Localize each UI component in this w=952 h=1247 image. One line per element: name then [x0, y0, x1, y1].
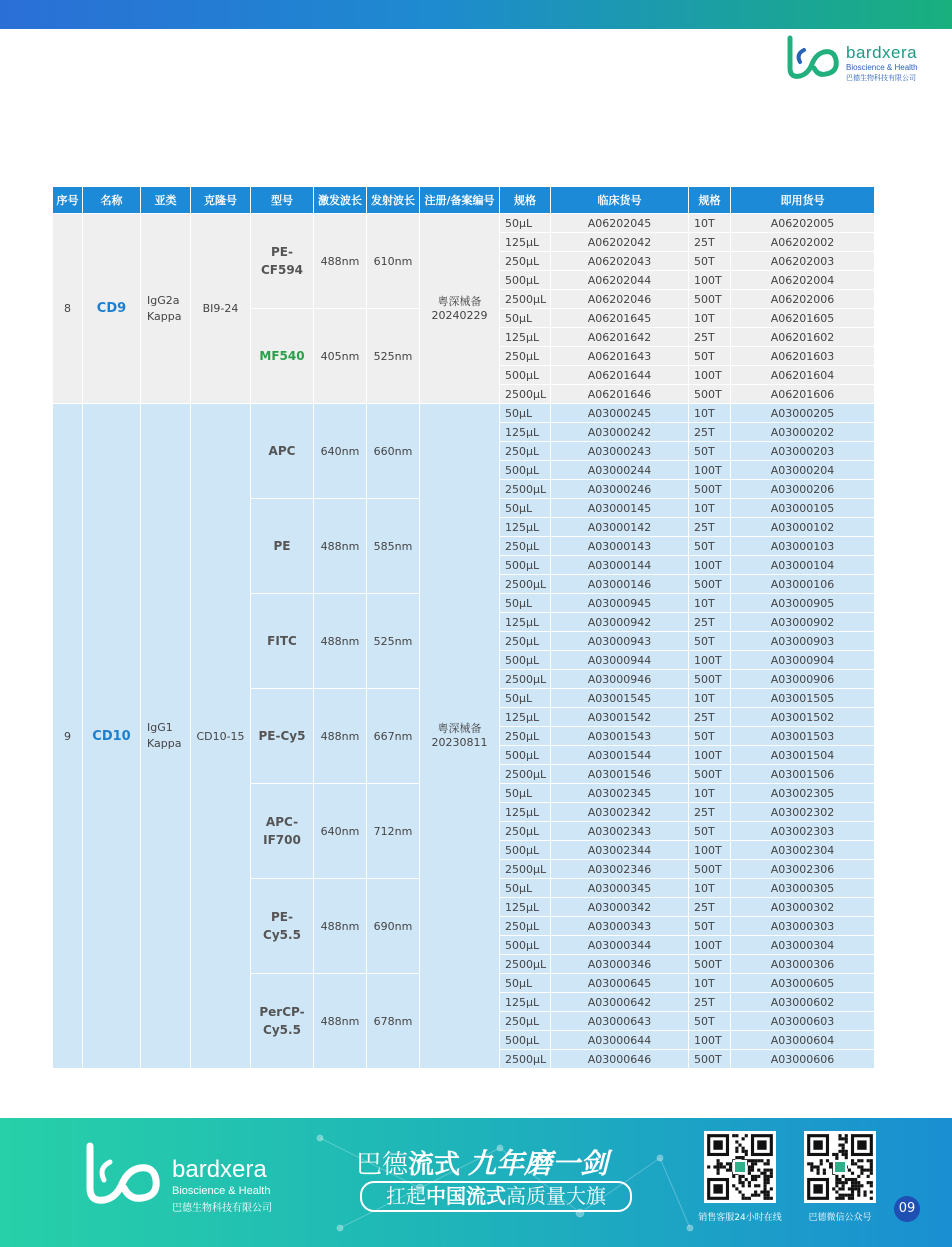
table-header-row — [53, 187, 875, 214]
ready-to-use-item-number: A06202005 — [731, 214, 875, 233]
spec-tests: 50T — [689, 537, 731, 556]
clinical-item-number: A03000245 — [551, 404, 689, 423]
emission-wavelength: 678nm — [367, 974, 420, 1069]
fluorochrome-line: Cy5.5 — [263, 928, 301, 942]
spec-tests: 100T — [689, 746, 731, 765]
ready-to-use-item-number: A03002302 — [731, 803, 875, 822]
fluorochrome-line: APC — [268, 444, 296, 458]
clinical-item-number: A06202043 — [551, 252, 689, 271]
spec-volume: 500μL — [500, 841, 551, 860]
fluorochrome-label — [251, 594, 314, 689]
fluorochrome-line: APC- — [265, 815, 299, 829]
clinical-item-number: A03000246 — [551, 480, 689, 499]
registration-line: 粤深械备 — [437, 294, 482, 308]
clinical-item-number: A03000343 — [551, 917, 689, 936]
ready-to-use-item-number: A03000605 — [731, 974, 875, 993]
product-number: 9 — [53, 404, 83, 1069]
spec-tests: 50T — [689, 442, 731, 461]
fluorochrome-line: CF594 — [260, 263, 304, 277]
spec-volume: 50μL — [500, 404, 551, 423]
clinical-item-number: A03002344 — [551, 841, 689, 860]
ready-to-use-item-number: A06201604 — [731, 366, 875, 385]
excitation-wavelength: 488nm — [314, 879, 367, 974]
product-clone: BI9-24 — [191, 214, 251, 404]
subclass-line: Kappa — [147, 309, 182, 323]
slogan-1a: 巴德 — [356, 1150, 409, 1180]
spec-tests: 10T — [689, 689, 731, 708]
clinical-item-number: A03000344 — [551, 936, 689, 955]
column-header: 激发波长 — [314, 187, 367, 214]
excitation-wavelength: 488nm — [314, 974, 367, 1069]
slogan-line-1 — [356, 1142, 608, 1182]
registration-number — [420, 404, 500, 1069]
ready-to-use-item-number: A06202006 — [731, 290, 875, 309]
spec-tests: 25T — [689, 993, 731, 1012]
brand-name: bardxera — [846, 43, 918, 62]
registration-line: 20230811 — [431, 736, 488, 749]
spec-tests: 25T — [689, 423, 731, 442]
ready-to-use-item-number: A06201606 — [731, 385, 875, 404]
excitation-wavelength: 488nm — [314, 499, 367, 594]
emission-wavelength: 712nm — [367, 784, 420, 879]
qr-label-wechat: 巴德微信公众号 — [808, 1213, 872, 1223]
spec-tests: 10T — [689, 309, 731, 328]
spec-volume: 125μL — [500, 613, 551, 632]
qr-code-icon — [804, 1131, 876, 1203]
clinical-item-number: A03002345 — [551, 784, 689, 803]
fluorochrome-label — [251, 214, 314, 309]
clinical-item-number: A06202042 — [551, 233, 689, 252]
subclass-line: IgG1 — [147, 721, 173, 734]
spec-tests: 500T — [689, 765, 731, 784]
column-header: 规格 — [500, 187, 551, 214]
ready-to-use-item-number: A06201603 — [731, 347, 875, 366]
ready-to-use-item-number: A03001505 — [731, 689, 875, 708]
product-name: CD9 — [83, 214, 141, 404]
fluorochrome-label — [251, 974, 314, 1069]
ready-to-use-item-number: A03001504 — [731, 746, 875, 765]
fluorochrome-line: PE — [273, 539, 291, 553]
spec-tests: 50T — [689, 252, 731, 271]
clinical-item-number: A03000644 — [551, 1031, 689, 1050]
spec-volume: 2500μL — [500, 860, 551, 879]
slogan-2c: 高质量大旗 — [506, 1184, 606, 1208]
ready-to-use-item-number: A03000206 — [731, 480, 875, 499]
spec-tests: 500T — [689, 670, 731, 689]
fluorochrome-line: PE- — [271, 245, 293, 259]
ready-to-use-item-number: A03000302 — [731, 898, 875, 917]
fluorochrome-label — [251, 499, 314, 594]
table-row — [53, 214, 875, 233]
top-gradient-bar — [0, 0, 952, 29]
spec-volume: 2500μL — [500, 385, 551, 404]
table-row — [53, 404, 875, 423]
column-header: 即用货号 — [731, 187, 875, 214]
spec-tests: 100T — [689, 651, 731, 670]
emission-wavelength: 525nm — [367, 309, 420, 404]
column-header: 克隆号 — [191, 187, 251, 214]
emission-wavelength: 585nm — [367, 499, 420, 594]
clinical-item-number: A03000946 — [551, 670, 689, 689]
clinical-item-number: A03000342 — [551, 898, 689, 917]
ready-to-use-item-number: A03000906 — [731, 670, 875, 689]
spec-volume: 50μL — [500, 784, 551, 803]
spec-volume: 500μL — [500, 936, 551, 955]
excitation-wavelength: 640nm — [314, 784, 367, 879]
fluorochrome-line: PerCP- — [259, 1005, 305, 1019]
spec-tests: 500T — [689, 480, 731, 499]
spec-tests: 100T — [689, 1031, 731, 1050]
clinical-item-number: A03001543 — [551, 727, 689, 746]
spec-volume: 2500μL — [500, 290, 551, 309]
spec-volume: 2500μL — [500, 1050, 551, 1069]
clinical-item-number: A06201646 — [551, 385, 689, 404]
spec-volume: 500μL — [500, 366, 551, 385]
column-header: 规格 — [689, 187, 731, 214]
spec-tests: 25T — [689, 518, 731, 537]
clinical-item-number: A06201643 — [551, 347, 689, 366]
clinical-item-number: A03000942 — [551, 613, 689, 632]
ready-to-use-item-number: A03000902 — [731, 613, 875, 632]
qr-label-sales: 销售客服24小时在线 — [698, 1213, 782, 1223]
ready-to-use-item-number: A03000306 — [731, 955, 875, 974]
ready-to-use-item-number: A03001503 — [731, 727, 875, 746]
spec-volume: 500μL — [500, 461, 551, 480]
ready-to-use-item-number: A03000905 — [731, 594, 875, 613]
spec-tests: 10T — [689, 214, 731, 233]
spec-volume: 250μL — [500, 1012, 551, 1031]
registration-line: 粤深械备 — [437, 722, 482, 735]
clinical-item-number: A06202044 — [551, 271, 689, 290]
qr-code-wechat[interactable] — [804, 1131, 876, 1203]
ready-to-use-item-number: A03000105 — [731, 499, 875, 518]
clinical-item-number: A03000945 — [551, 594, 689, 613]
column-header: 临床货号 — [551, 187, 689, 214]
spec-volume: 125μL — [500, 233, 551, 252]
table-body — [53, 214, 875, 1069]
spec-tests: 500T — [689, 860, 731, 879]
excitation-wavelength: 488nm — [314, 594, 367, 689]
spec-tests: 100T — [689, 461, 731, 480]
spec-tests: 50T — [689, 632, 731, 651]
footer-brand-tagline: Bioscience & Health — [172, 1185, 271, 1197]
ready-to-use-item-number: A03000202 — [731, 423, 875, 442]
ready-to-use-item-number: A06202004 — [731, 271, 875, 290]
ready-to-use-item-number: A06202002 — [731, 233, 875, 252]
spec-volume: 500μL — [500, 1031, 551, 1050]
excitation-wavelength: 640nm — [314, 404, 367, 499]
brand-logo-bottom — [84, 1140, 294, 1220]
ready-to-use-item-number: A03000604 — [731, 1031, 875, 1050]
spec-volume: 125μL — [500, 423, 551, 442]
spec-volume: 2500μL — [500, 575, 551, 594]
spec-tests: 50T — [689, 727, 731, 746]
spec-tests: 100T — [689, 556, 731, 575]
fluorochrome-line: Cy5.5 — [263, 1023, 301, 1037]
footer-brand-name: bardxera — [172, 1156, 267, 1183]
product-subclass — [141, 214, 191, 404]
spec-tests: 25T — [689, 803, 731, 822]
spec-volume: 250μL — [500, 442, 551, 461]
brand-company-cn: 巴德生物科技有限公司 — [846, 74, 916, 82]
fluorochrome-label — [251, 784, 314, 879]
ready-to-use-item-number: A03000204 — [731, 461, 875, 480]
spec-tests: 10T — [689, 974, 731, 993]
spec-tests: 10T — [689, 879, 731, 898]
spec-volume: 500μL — [500, 556, 551, 575]
bardxera-logo-icon — [84, 1140, 164, 1206]
clinical-item-number: A03000144 — [551, 556, 689, 575]
ready-to-use-item-number: A03000106 — [731, 575, 875, 594]
column-header: 注册/备案编号 — [420, 187, 500, 214]
spec-tests: 500T — [689, 575, 731, 594]
clinical-item-number: A06201642 — [551, 328, 689, 347]
ready-to-use-item-number: A03001506 — [731, 765, 875, 784]
spec-volume: 50μL — [500, 974, 551, 993]
ready-to-use-item-number: A03001502 — [731, 708, 875, 727]
brand-tagline: Bioscience & Health — [846, 63, 918, 72]
spec-volume: 500μL — [500, 746, 551, 765]
spec-volume: 250μL — [500, 347, 551, 366]
spec-tests: 500T — [689, 385, 731, 404]
clinical-item-number: A03002346 — [551, 860, 689, 879]
spec-tests: 500T — [689, 290, 731, 309]
fluorochrome-line: FITC — [267, 634, 297, 648]
spec-volume: 500μL — [500, 271, 551, 290]
clinical-item-number: A03001544 — [551, 746, 689, 765]
ready-to-use-item-number: A06201602 — [731, 328, 875, 347]
clinical-item-number: A03000645 — [551, 974, 689, 993]
spec-volume: 2500μL — [500, 955, 551, 974]
ready-to-use-item-number: A06201605 — [731, 309, 875, 328]
product-name: CD10 — [83, 404, 141, 1069]
emission-wavelength: 660nm — [367, 404, 420, 499]
ready-to-use-item-number: A03000305 — [731, 879, 875, 898]
clinical-item-number: A03002342 — [551, 803, 689, 822]
clinical-item-number: A06201645 — [551, 309, 689, 328]
ready-to-use-item-number: A03002306 — [731, 860, 875, 879]
spec-tests: 100T — [689, 366, 731, 385]
spec-tests: 50T — [689, 347, 731, 366]
emission-wavelength: 667nm — [367, 689, 420, 784]
ready-to-use-item-number: A03002304 — [731, 841, 875, 860]
spec-volume: 50μL — [500, 499, 551, 518]
spec-tests: 50T — [689, 822, 731, 841]
fluorochrome-label — [251, 689, 314, 784]
spec-volume: 500μL — [500, 651, 551, 670]
bardxera-logo-icon — [786, 34, 842, 80]
clinical-item-number: A06202045 — [551, 214, 689, 233]
ready-to-use-item-number: A03000304 — [731, 936, 875, 955]
registration-line: 20240229 — [431, 308, 488, 322]
ready-to-use-item-number: A03000103 — [731, 537, 875, 556]
fluorochrome-label — [251, 879, 314, 974]
clinical-item-number: A06202046 — [551, 290, 689, 309]
clinical-item-number: A03000243 — [551, 442, 689, 461]
clinical-item-number: A03000345 — [551, 879, 689, 898]
ready-to-use-item-number: A03000903 — [731, 632, 875, 651]
ready-to-use-item-number: A03002305 — [731, 784, 875, 803]
clinical-item-number: A03000944 — [551, 651, 689, 670]
spec-volume: 125μL — [500, 803, 551, 822]
spec-tests: 25T — [689, 233, 731, 252]
clinical-item-number: A03000646 — [551, 1050, 689, 1069]
spec-tests: 50T — [689, 1012, 731, 1031]
spec-volume: 50μL — [500, 879, 551, 898]
page-number: 09 — [894, 1196, 920, 1222]
spec-volume: 250μL — [500, 537, 551, 556]
slogan-2b: 中国流式 — [426, 1184, 506, 1208]
spec-volume: 125μL — [500, 518, 551, 537]
spec-volume: 250μL — [500, 822, 551, 841]
slogan-line-2 — [360, 1181, 632, 1212]
slogan-1-script: 九年磨一剑 — [468, 1147, 609, 1180]
product-table-container — [52, 186, 874, 1069]
clinical-item-number: A03000143 — [551, 537, 689, 556]
clinical-item-number: A03002343 — [551, 822, 689, 841]
spec-volume: 2500μL — [500, 480, 551, 499]
spec-volume: 250μL — [500, 917, 551, 936]
ready-to-use-item-number: A03000904 — [731, 651, 875, 670]
spec-tests: 10T — [689, 499, 731, 518]
clinical-item-number: A03001545 — [551, 689, 689, 708]
ready-to-use-item-number: A03000205 — [731, 404, 875, 423]
ready-to-use-item-number: A03000603 — [731, 1012, 875, 1031]
column-header: 发射波长 — [367, 187, 420, 214]
column-header: 名称 — [83, 187, 141, 214]
ready-to-use-item-number: A03000203 — [731, 442, 875, 461]
spec-volume: 125μL — [500, 708, 551, 727]
spec-volume: 50μL — [500, 594, 551, 613]
column-header: 型号 — [251, 187, 314, 214]
fluorochrome-label — [251, 404, 314, 499]
clinical-item-number: A03000642 — [551, 993, 689, 1012]
ready-to-use-item-number: A03000102 — [731, 518, 875, 537]
spec-volume: 50μL — [500, 309, 551, 328]
product-subclass — [141, 404, 191, 1069]
emission-wavelength: 610nm — [367, 214, 420, 309]
fluorochrome-line: IF700 — [263, 833, 301, 847]
qr-code-icon — [704, 1131, 776, 1203]
spec-tests: 10T — [689, 404, 731, 423]
fluorochrome-line: PE- — [271, 910, 293, 924]
spec-tests: 10T — [689, 784, 731, 803]
product-number: 8 — [53, 214, 83, 404]
spec-volume: 250μL — [500, 632, 551, 651]
slogan-2a: 扛起 — [386, 1184, 426, 1208]
spec-volume: 125μL — [500, 898, 551, 917]
spec-volume: 125μL — [500, 993, 551, 1012]
ready-to-use-item-number: A03000602 — [731, 993, 875, 1012]
ready-to-use-item-number: A03000606 — [731, 1050, 875, 1069]
product-clone: CD10-15 — [191, 404, 251, 1069]
spec-volume: 2500μL — [500, 670, 551, 689]
clinical-item-number: A03000242 — [551, 423, 689, 442]
clinical-item-number: A03000346 — [551, 955, 689, 974]
spec-tests: 100T — [689, 841, 731, 860]
spec-volume: 50μL — [500, 689, 551, 708]
spec-tests: 25T — [689, 708, 731, 727]
spec-volume: 250μL — [500, 727, 551, 746]
subclass-line: Kappa — [147, 737, 182, 750]
qr-code-sales[interactable] — [704, 1131, 776, 1203]
registration-number — [420, 214, 500, 404]
ready-to-use-item-number: A06202003 — [731, 252, 875, 271]
fluorochrome-line: PE-Cy5 — [258, 729, 306, 743]
spec-volume: 50μL — [500, 214, 551, 233]
clinical-item-number: A03000244 — [551, 461, 689, 480]
spec-volume: 125μL — [500, 328, 551, 347]
excitation-wavelength: 488nm — [314, 689, 367, 784]
column-header: 序号 — [53, 187, 83, 214]
spec-tests: 100T — [689, 936, 731, 955]
spec-tests: 25T — [689, 613, 731, 632]
column-header: 亚类 — [141, 187, 191, 214]
spec-volume: 2500μL — [500, 765, 551, 784]
clinical-item-number: A03001546 — [551, 765, 689, 784]
spec-volume: 250μL — [500, 252, 551, 271]
ready-to-use-item-number: A03000104 — [731, 556, 875, 575]
clinical-item-number: A03000643 — [551, 1012, 689, 1031]
slogan-1b: 流式 — [408, 1150, 461, 1180]
spec-tests: 100T — [689, 271, 731, 290]
footer-banner — [0, 1118, 952, 1247]
spec-tests: 500T — [689, 1050, 731, 1069]
clinical-item-number: A06201644 — [551, 366, 689, 385]
footer-brand-company-cn: 巴德生物科技有限公司 — [172, 1203, 272, 1214]
ready-to-use-item-number: A03000303 — [731, 917, 875, 936]
emission-wavelength: 525nm — [367, 594, 420, 689]
fluorochrome-line: MF540 — [259, 349, 305, 363]
spec-tests: 50T — [689, 917, 731, 936]
clinical-item-number: A03000943 — [551, 632, 689, 651]
product-table — [52, 186, 875, 1069]
spec-tests: 25T — [689, 898, 731, 917]
spec-tests: 10T — [689, 594, 731, 613]
spec-tests: 500T — [689, 955, 731, 974]
fluorochrome-label — [251, 309, 314, 404]
spec-tests: 25T — [689, 328, 731, 347]
clinical-item-number: A03000145 — [551, 499, 689, 518]
emission-wavelength: 690nm — [367, 879, 420, 974]
excitation-wavelength: 405nm — [314, 309, 367, 404]
brand-logo-top — [786, 34, 936, 84]
clinical-item-number: A03000142 — [551, 518, 689, 537]
clinical-item-number: A03000146 — [551, 575, 689, 594]
clinical-item-number: A03001542 — [551, 708, 689, 727]
excitation-wavelength: 488nm — [314, 214, 367, 309]
ready-to-use-item-number: A03002303 — [731, 822, 875, 841]
subclass-line: IgG2a — [147, 293, 180, 307]
